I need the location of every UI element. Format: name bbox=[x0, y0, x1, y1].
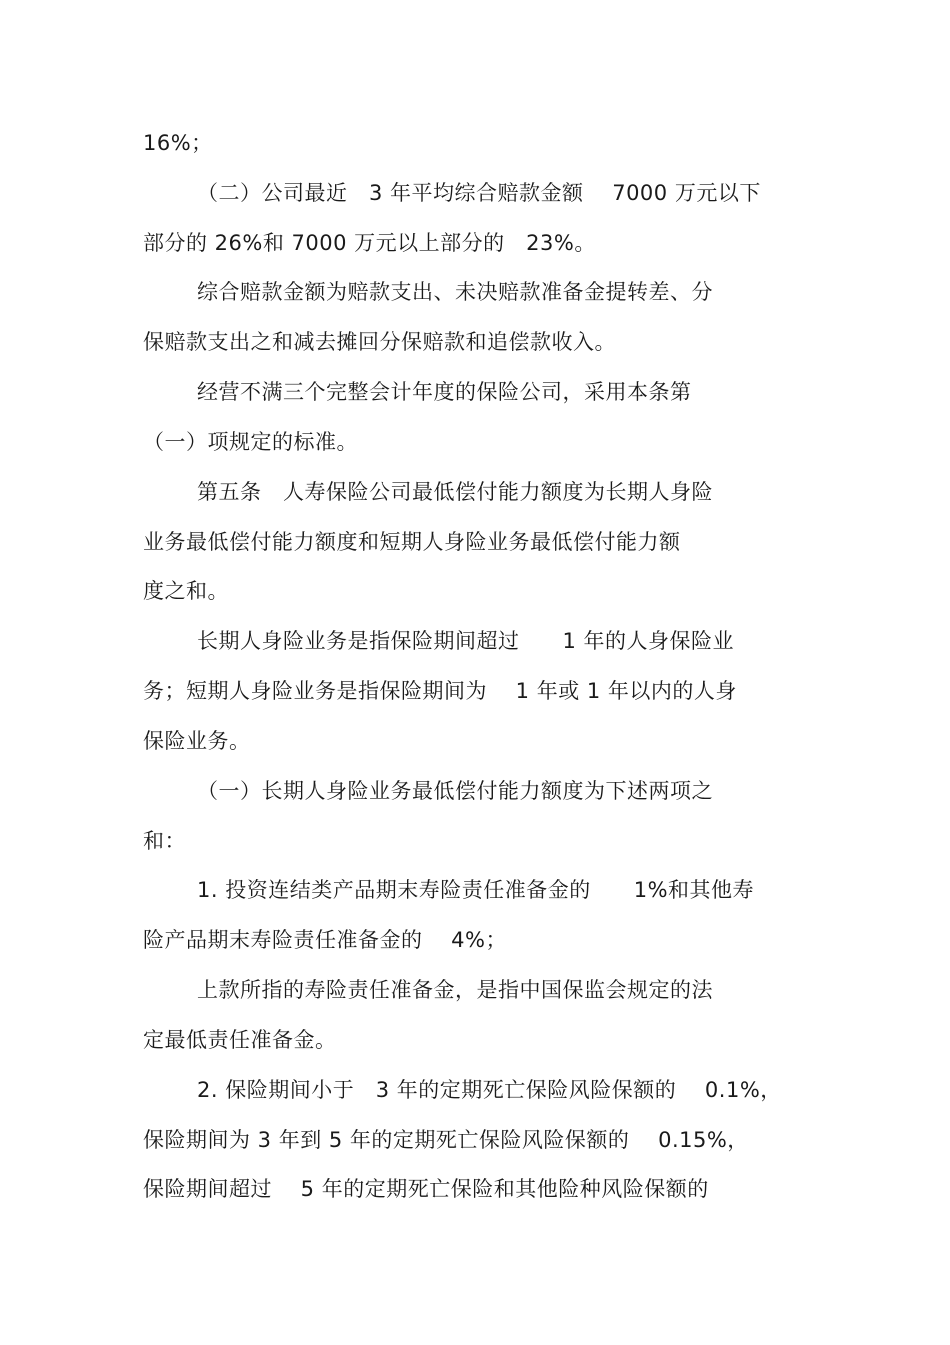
text-line-1: 16%； bbox=[143, 131, 213, 155]
text-line-21: 保险期间为 3 年到 5 年的定期死亡保险风险保额的 0.15%， bbox=[143, 1128, 749, 1152]
text-line-8: 第五条 人寿保险公司最低偿付能力额度为长期人身险 bbox=[197, 480, 713, 504]
text-line-16: 1. 投资连结类产品期末寿险责任准备金的 1%和其他寿 bbox=[197, 878, 755, 902]
text-line-2: （二）公司最近 3 年平均综合赔款金额 7000 万元以下 bbox=[197, 181, 761, 205]
text-line-20: 2. 保险期间小于 3 年的定期死亡保险风险保额的 0.1%， bbox=[197, 1078, 782, 1102]
text-line-13: 保险业务。 bbox=[143, 729, 251, 753]
text-line-15: 和： bbox=[143, 829, 186, 853]
text-line-17: 险产品期末寿险责任准备金的 4%； bbox=[143, 928, 507, 952]
text-line-9: 业务最低偿付能力额度和短期人身险业务最低偿付能力额 bbox=[143, 530, 681, 554]
text-line-4: 综合赔款金额为赔款支出、未决赔款准备金提转差、分 bbox=[197, 280, 713, 304]
text-line-22: 保险期间超过 5 年的定期死亡保险和其他险种风险保额的 bbox=[143, 1177, 709, 1201]
text-line-11: 长期人身险业务是指保险期间超过 1 年的人身保险业 bbox=[197, 629, 735, 653]
text-line-3: 部分的 26%和 7000 万元以上部分的 23%。 bbox=[143, 231, 596, 255]
text-line-5: 保赔款支出之和减去摊回分保赔款和追偿款收入。 bbox=[143, 330, 616, 354]
text-line-6: 经营不满三个完整会计年度的保险公司，采用本条第 bbox=[197, 380, 692, 404]
text-line-18: 上款所指的寿险责任准备金，是指中国保监会规定的法 bbox=[197, 978, 713, 1002]
text-line-14: （一）长期人身险业务最低偿付能力额度为下述两项之 bbox=[197, 779, 713, 803]
text-line-12: 务；短期人身险业务是指保险期间为 1 年或 1 年以内的人身 bbox=[143, 679, 737, 703]
text-line-19: 定最低责任准备金。 bbox=[143, 1028, 337, 1052]
text-line-10: 度之和。 bbox=[143, 579, 229, 603]
text-line-7: （一）项规定的标准。 bbox=[143, 430, 358, 454]
